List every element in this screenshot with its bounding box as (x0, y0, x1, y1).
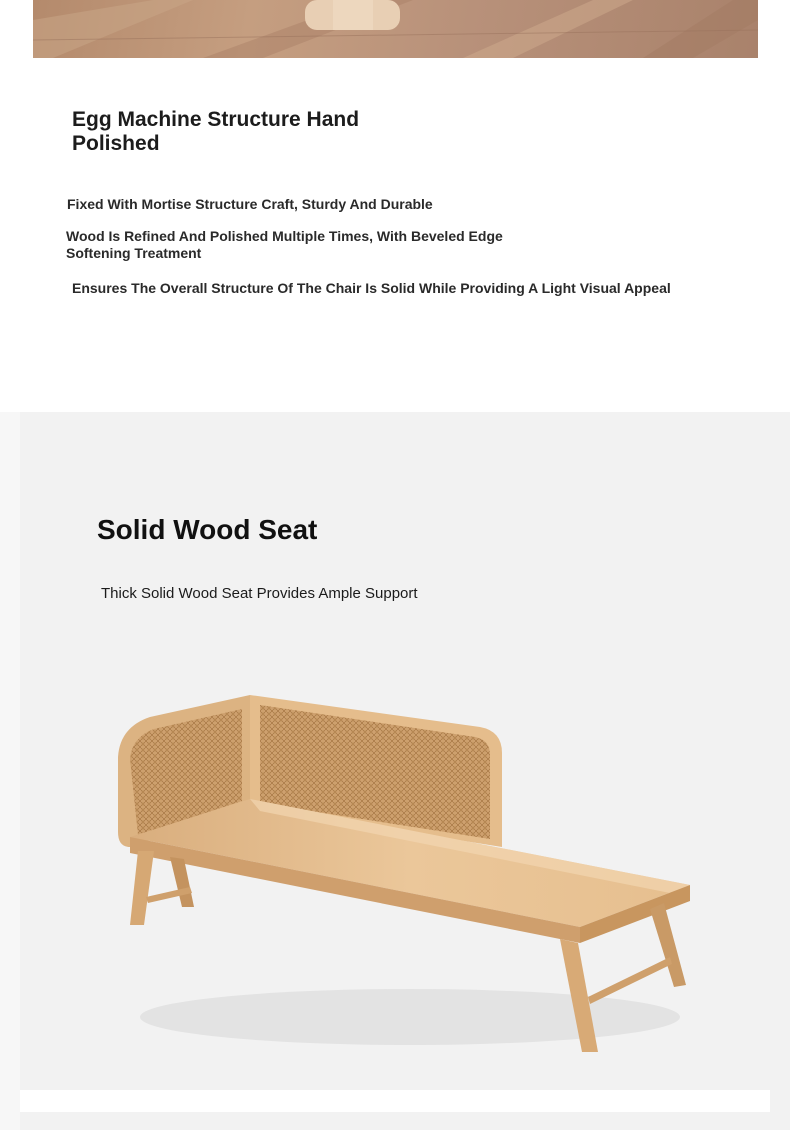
seat-subtitle: Thick Solid Wood Seat Provides Ample Support (101, 585, 418, 602)
bottom-band (20, 1090, 770, 1112)
structure-point: Fixed With Mortise Structure Craft, Sturdy And Durable (67, 196, 433, 212)
wood-floor-photo (33, 0, 758, 58)
seat-title: Solid Wood Seat (97, 514, 318, 545)
structure-point: Ensures The Overall Structure Of The Chair Is Solid While Providing A Light Visual Appeal (72, 280, 671, 296)
floor-planks (33, 0, 758, 58)
structure-point: Wood Is Refined And Polished Multiple Times, With Beveled Edge Softening Treatment (66, 228, 503, 261)
structure-title: Egg Machine Structure Hand Polished (72, 108, 360, 155)
seat-section (0, 412, 790, 1130)
structure-section (0, 0, 790, 412)
daybed-image (110, 687, 700, 1067)
